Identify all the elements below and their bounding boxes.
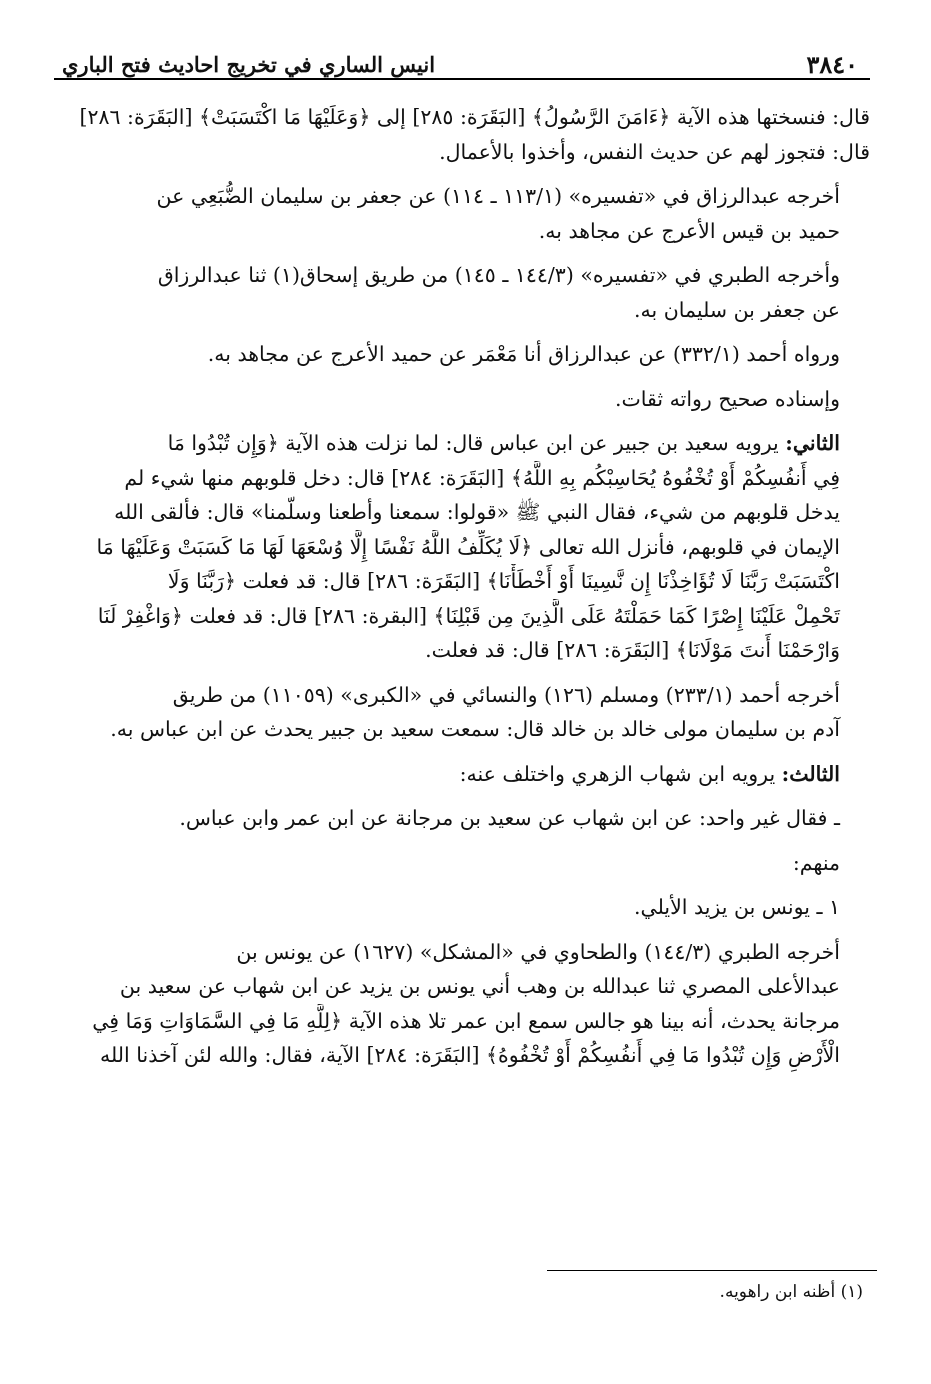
paragraph xyxy=(54,382,870,417)
text-line: عبدالأعلى المصري ثنا عبدالله بن وهب أني يونس بن يزيد عن ابن شهاب عن سعيد بن xyxy=(119,974,840,998)
paragraph xyxy=(54,100,870,169)
text-run: يرويه ابن شهاب الزهري واختلف عنه: xyxy=(459,761,782,786)
page-content xyxy=(54,50,870,1083)
text-line: الْأَرْضِ وَإِن تُبْدُوا مَا فِي أَنفُسِكُمْ أَوْ تُخْفُوهُ﴾ [البَقَرَة: ٢٨٤] الآية، فقال: والله لئن آخذنا الله xyxy=(100,1043,840,1067)
text-line: تَحْمِلْ عَلَيْنَا إِصْرًا كَمَا حَمَلْتَهُ عَلَى الَّذِينَ مِن قَبْلِنَا﴾ [البقرة: ٢٨٦] قال: قد فعلت ﴿وَاغْفِرْ لَنَا xyxy=(97,603,840,628)
text-line: منهم: xyxy=(792,850,840,875)
text-line: أخرجه أحمد (٢٣٣/١) ومسلم (١٢٦) والنسائي في «الكبرى» (١١٠٥٩) من طريق xyxy=(172,682,840,707)
section-label-second: الثاني: xyxy=(785,431,840,455)
text-line: قال: فتجوز لهم عن حديث النفس، وأخذوا بالأعمال. xyxy=(439,139,870,164)
third-narration xyxy=(54,757,870,792)
text-line: وأخرجه الطبري في «تفسيره» (١٤٤/٣ ـ ١٤٥) من طريق إسحاق(١) ثنا عبدالرزاق xyxy=(157,263,840,287)
text-line: وإسناده صحيح رواته ثقات. xyxy=(614,386,840,411)
text-line: يدخل قلوبهم من شيء، فقال النبي ﷺ «قولوا: سمعنا وأطعنا وسلّمنا» قال: فألقى الله xyxy=(114,500,840,524)
text-line: قال: فنسختها هذه الآية ﴿ءَامَنَ الرَّسُولُ﴾ [البَقَرَة: ٢٨٥] إلى ﴿وَعَلَيْهَا مَا اكْتَسَبَتْ﴾ [البَقَرَة: ٢٨٦] xyxy=(79,105,870,129)
text-line xyxy=(54,757,870,792)
paragraph xyxy=(54,678,870,747)
text-line: عن جعفر بن سليمان به. xyxy=(634,297,840,322)
page-header xyxy=(54,50,870,80)
list-heading xyxy=(54,846,870,881)
text-line: فِي أَنفُسِكُمْ أَوْ تُخْفُوهُ يُحَاسِبْكُم بِهِ اللَّهُ﴾ [البَقَرَة: ٢٨٤] قال: دخل قلوبهم منها شيء لم xyxy=(124,465,840,490)
text-line: أخرجه عبدالرزاق في «تفسيره» (١١٣/١ ـ ١١٤) عن جعفر بن سليمان الضُّبَعِي عن xyxy=(156,184,840,208)
main-text xyxy=(54,100,870,1073)
paragraph xyxy=(54,935,870,1073)
running-title: انيس الساري في تخريج احاديث فتح الباري xyxy=(62,52,436,77)
footnote: (١) أظنه ابن راهويه. xyxy=(719,1282,863,1302)
second-narration xyxy=(54,426,870,668)
text-line: وَارْحَمْنَا أَنتَ مَوْلَانَا﴾ [البَقَرَة: ٢٨٦] قال: قد فعلت. xyxy=(425,638,840,662)
paragraph xyxy=(54,179,870,248)
paragraph xyxy=(54,337,870,372)
text-run: يرويه سعيد بن جبير عن ابن عباس قال: لما نزلت هذه الآية ﴿وَإِن تُبْدُوا مَا xyxy=(167,431,786,455)
footnote-divider xyxy=(547,1270,877,1271)
text-line: حميد بن قيس الأعرج عن مجاهد به. xyxy=(538,218,840,243)
text-line xyxy=(54,426,870,461)
list-intro xyxy=(54,801,870,836)
page-number: ٣٨٤٠ xyxy=(806,50,858,79)
list-item xyxy=(54,890,870,925)
text-line: مرجانة يحدث، أنه بينا هو جالس سمع ابن عمر تلا هذه الآية ﴿لِلَّهِ مَا فِي السَّمَاوَاتِ وَمَا فِي xyxy=(92,1008,840,1033)
section-label-third: الثالث: xyxy=(781,761,840,786)
text-line: الإيمان في قلوبهم، فأنزل الله تعالى ﴿لَا يُكَلِّفُ اللَّهُ نَفْسًا إِلَّا وُسْعَهَا لَهَا مَا كَسَبَتْ وَعَلَيْهَا مَا xyxy=(96,534,840,559)
text-line: ١ ـ يونس بن يزيد الأيلي. xyxy=(633,895,840,919)
text-line: أخرجه الطبري (١٤٤/٣) والطحاوي في «المشكل» (١٦٢٧) عن يونس بن xyxy=(236,939,840,964)
text-line: اكْتَسَبَتْ رَبَّنَا لَا تُؤَاخِذْنَا إِن نَّسِينَا أَوْ أَخْطَأْنَا﴾ [البَقَرَة: ٢٨٦] قال: قد فعلت ﴿رَبَّنَا وَلَا xyxy=(167,569,840,593)
text-line: ـ فقال غير واحد: عن ابن شهاب عن سعيد بن مرجانة عن ابن عمر وابن عباس. xyxy=(179,806,840,830)
text-line: آدم بن سليمان مولى خالد بن خالد قال: سمعت سعيد بن جبير يحدث عن ابن عباس به. xyxy=(110,717,840,741)
paragraph xyxy=(54,258,870,327)
text-line: ورواه أحمد (٣٣٢/١) عن عبدالرزاق أنا مَعْمَر عن حميد الأعرج عن مجاهد به. xyxy=(207,342,840,366)
